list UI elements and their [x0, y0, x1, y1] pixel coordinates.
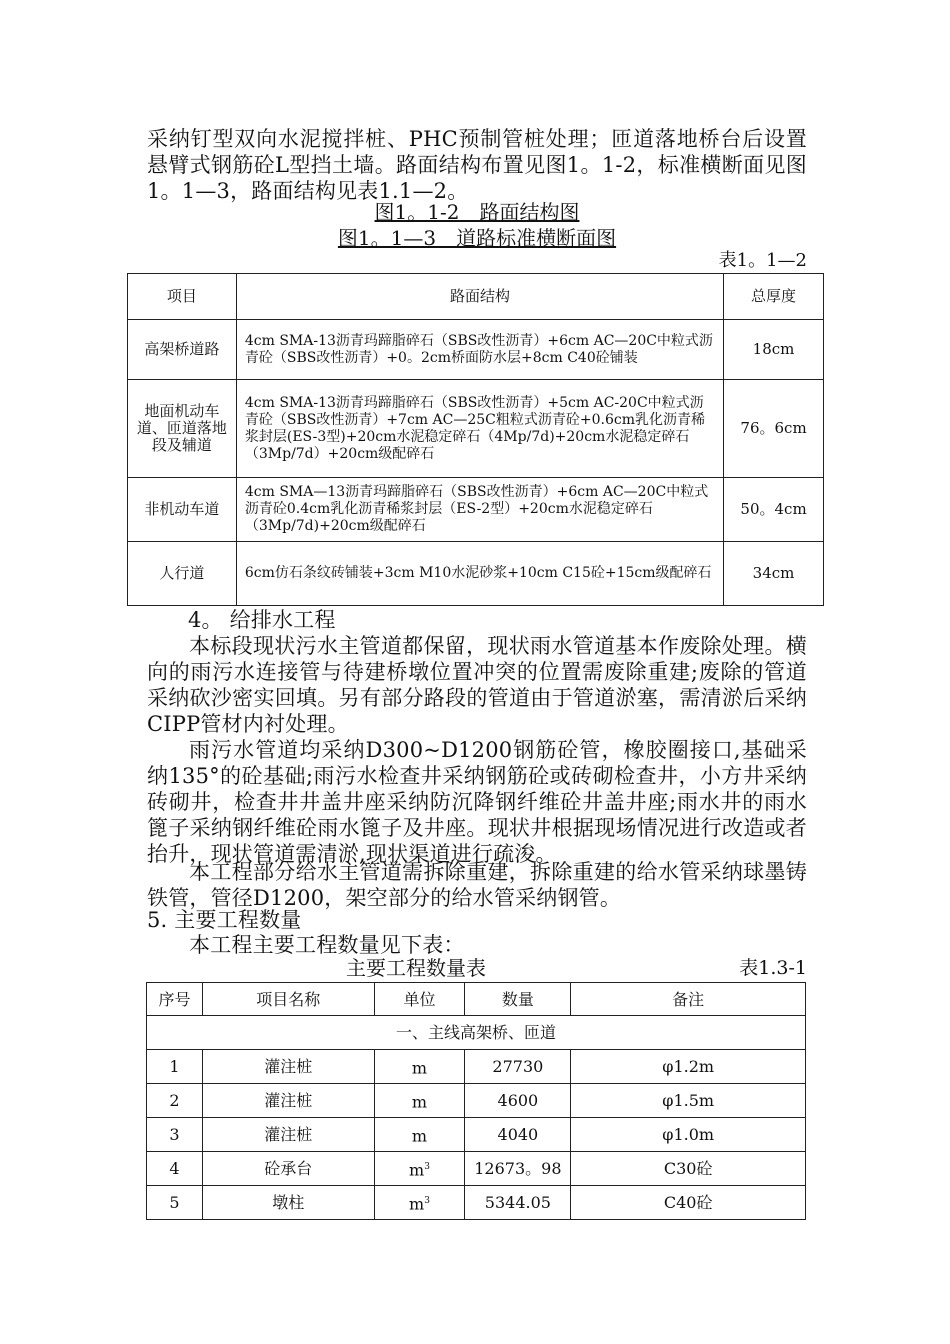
unit-cell: $m^3$ — [374, 1152, 465, 1186]
header-cell: 单位 — [374, 983, 465, 1016]
section4-paragraph-1: 本标段现状污水主管道都保留，现状雨水管道基本作废除处理。横向的雨污水连接管与待建桥墩位置冲突的位置需废除重建;废除的管道采纳砍沙密实回填。另有部分路段的管道由于管道淤塞，需清淤后采纳CIPP管材内衬处理。 — [147, 634, 807, 736]
table-row — [147, 1152, 806, 1186]
group-cell: 一、主线高架桥、匝道 — [147, 1016, 806, 1050]
no-cell: 2 — [147, 1084, 203, 1118]
section4-paragraph-2: 雨污水管道均采纳D300~D1200钢筋砼管，橡胶圈接口,基础采纳135°的砼基础;雨污水检查井采纳钢筋砼或砖砌检查井，小方井采纳砖砌井，检查井井盖井座采纳防沉降钢纤维砼井盖井座;雨水井的雨水篦子采纳钢纤维砼雨水篦子及井座。现状井根据现场情况进行改造或者抬升，现状管道需清淤,现状渠道进行疏浚。 — [147, 738, 807, 866]
table-row — [147, 1186, 806, 1220]
table-row — [128, 542, 824, 606]
name-cell: 墩柱 — [202, 1186, 374, 1220]
unit-cell: m — [374, 1050, 465, 1084]
table-row — [128, 380, 824, 478]
header-cell: 总厚度 — [724, 274, 824, 320]
quantities-table — [146, 982, 806, 1220]
qty-cell: 4600 — [465, 1084, 571, 1118]
no-cell: 3 — [147, 1118, 203, 1152]
thickness-cell: 18cm — [724, 320, 824, 380]
section5-paragraph-1: 本工程主要工程数量见下表： — [189, 933, 465, 957]
qty-cell: 27730 — [465, 1050, 571, 1084]
table1-number: 表1。1—2 — [718, 250, 807, 271]
header-cell: 项目 — [128, 274, 237, 320]
thickness-cell: 76。6cm — [724, 380, 824, 478]
section4-heading: 4。 给排水工程 — [188, 608, 336, 632]
table-row — [128, 320, 824, 380]
structure-cell: 6cm仿石条纹砖铺装+3cm M10水泥砂浆+10cm C15砼+15cm级配碎石 — [236, 542, 723, 606]
qty-cell: 4040 — [465, 1118, 571, 1152]
qty-cell: 5344.05 — [465, 1186, 571, 1220]
structure-cell: 4cm SMA-13沥青玛蹄脂碎石（SBS改性沥青）+5cm AC-20C中粒式沥青砼（SBS改性沥青）+7cm AC—25C粗粒式沥青砼+0.6cm乳化沥青稀浆封层(ES-3型)+20cm水泥稳定碎石（4Mp/7d)+20cm水泥稳定碎石（3Mp/7d）+20cm级配碎石 — [236, 380, 723, 478]
structure-cell: 4cm SMA—13沥青玛蹄脂碎石（SBS改性沥青）+6cm AC—20C中粒式沥青砼0.4cm乳化沥青稀浆封层（ES-2型）+20cm水泥稳定碎石（3Mp/7d)+20cm级配碎石 — [236, 478, 723, 542]
no-cell: 4 — [147, 1152, 203, 1186]
unit-cell: $m^3$ — [374, 1186, 465, 1220]
no-cell: 5 — [147, 1186, 203, 1220]
item-cell: 地面机动车道、匝道落地段及辅道 — [128, 380, 237, 478]
table-group-row — [147, 1016, 806, 1050]
name-cell: 灌注桩 — [202, 1084, 374, 1118]
item-cell: 非机动车道 — [128, 478, 237, 542]
table-row — [147, 1118, 806, 1152]
item-cell: 人行道 — [128, 542, 237, 606]
qty-cell: 12673。98 — [465, 1152, 571, 1186]
item-cell: 高架桥道路 — [128, 320, 237, 380]
no-cell: 1 — [147, 1050, 203, 1084]
name-cell: 灌注桩 — [202, 1118, 374, 1152]
table-row — [147, 1084, 806, 1118]
table-header-row — [128, 274, 824, 320]
table-row — [128, 478, 824, 542]
table2-title: 主要工程数量表 — [346, 956, 486, 980]
header-cell: 序号 — [147, 983, 203, 1016]
pavement-structure-table — [127, 273, 824, 606]
name-cell: 砼承台 — [202, 1152, 374, 1186]
intro-paragraph: 采纳钉型双向水泥搅拌桩、PHC预制管桩处理；匝道落地桥台后设置悬臂式钢筋砼L型挡土墙。路面结构布置见图1。1-2，标准横断面见图1。1—3，路面结构见表1.1—2。 — [147, 127, 807, 203]
thickness-cell: 50。4cm — [724, 478, 824, 542]
table2-number: 表1.3-1 — [739, 957, 807, 979]
name-cell: 灌注桩 — [202, 1050, 374, 1084]
unit-cell: m — [374, 1084, 465, 1118]
header-cell: 数量 — [465, 983, 571, 1016]
header-cell: 备注 — [571, 983, 806, 1016]
section4-paragraph-3: 本工程部分给水主管道需拆除重建，拆除重建的给水管采纳球墨铸铁管，管径D1200，架空部分的给水管采纳钢管。 — [147, 860, 807, 910]
structure-cell: 4cm SMA-13沥青玛蹄脂碎石（SBS改性沥青）+6cm AC—20C中粒式沥青砼（SBS改性沥青）+0。2cm桥面防水层+8cm C40砼铺装 — [236, 320, 723, 380]
section5-heading: 5. 主要工程数量 — [147, 908, 302, 932]
note-cell: φ1.2m — [571, 1050, 806, 1084]
note-cell: C40砼 — [571, 1186, 806, 1220]
note-cell: C30砼 — [571, 1152, 806, 1186]
note-cell: φ1.0m — [571, 1118, 806, 1152]
header-cell: 路面结构 — [236, 274, 723, 320]
table-header-row — [147, 983, 806, 1016]
note-cell: φ1.5m — [571, 1084, 806, 1118]
table-row — [147, 1050, 806, 1084]
thickness-cell: 34cm — [724, 542, 824, 606]
figure-caption-cross-section: 图1。1—3 道路标准横断面图 — [337, 226, 617, 250]
header-cell: 项目名称 — [202, 983, 374, 1016]
figure-caption-pavement-structure: 图1。1-2 路面结构图 — [374, 200, 580, 224]
unit-cell: m — [374, 1118, 465, 1152]
